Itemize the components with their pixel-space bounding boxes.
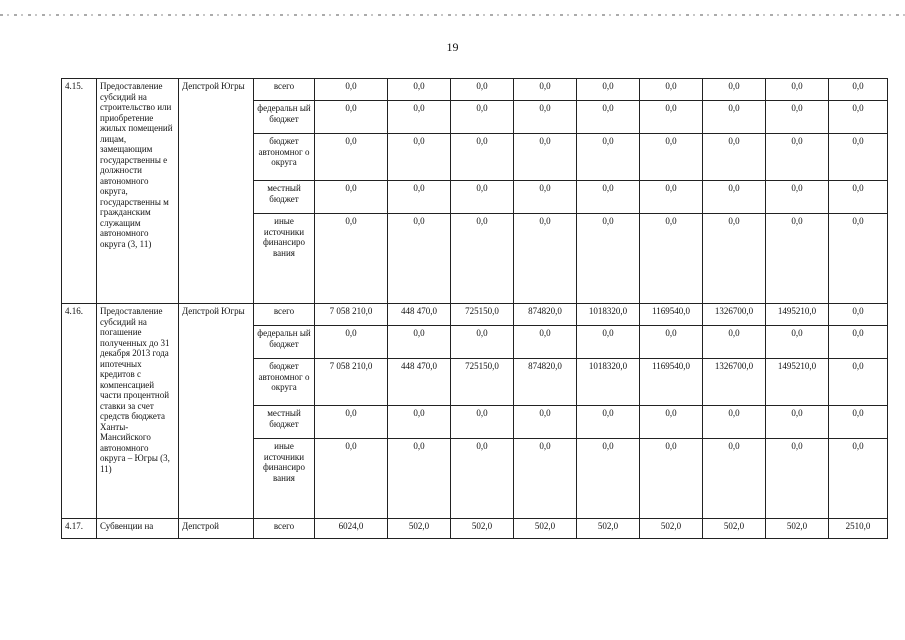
amount-cell: 0,0 — [640, 181, 703, 214]
amount-cell: 0,0 — [640, 79, 703, 101]
executor: Депстрой Югры — [179, 79, 254, 304]
amount-cell: 0,0 — [315, 439, 388, 519]
funding-source: иные источники финансиро вания — [254, 439, 315, 519]
amount-cell: 0,0 — [315, 79, 388, 101]
amount-cell: 0,0 — [388, 79, 451, 101]
amount-cell: 874820,0 — [514, 304, 577, 326]
amount-cell: 1326700,0 — [703, 304, 766, 326]
funding-source: федеральн ый бюджет — [254, 326, 315, 359]
amount-cell: 0,0 — [829, 439, 888, 519]
amount-cell: 0,0 — [514, 79, 577, 101]
amount-cell: 0,0 — [577, 439, 640, 519]
amount-cell: 0,0 — [577, 134, 640, 181]
amount-cell: 0,0 — [640, 214, 703, 304]
funding-source: местный бюджет — [254, 181, 315, 214]
measure-name: Субвенции на — [97, 519, 179, 539]
amount-cell: 0,0 — [315, 181, 388, 214]
amount-cell: 7 058 210,0 — [315, 304, 388, 326]
amount-cell: 448 470,0 — [388, 359, 451, 406]
amount-cell: 0,0 — [829, 181, 888, 214]
amount-cell: 0,0 — [577, 326, 640, 359]
amount-cell: 0,0 — [514, 181, 577, 214]
funding-source: местный бюджет — [254, 406, 315, 439]
amount-cell: 0,0 — [315, 101, 388, 134]
funding-source: всего — [254, 304, 315, 326]
row-code: 4.16. — [62, 304, 97, 519]
amount-cell: 448 470,0 — [388, 304, 451, 326]
page-number: 19 — [446, 40, 459, 54]
amount-cell: 0,0 — [766, 406, 829, 439]
funding-source: всего — [254, 519, 315, 539]
executor: Депстрой — [179, 519, 254, 539]
amount-cell: 0,0 — [514, 406, 577, 439]
amount-cell: 0,0 — [451, 134, 514, 181]
amount-cell: 502,0 — [388, 519, 451, 539]
amount-cell: 0,0 — [829, 101, 888, 134]
amount-cell: 0,0 — [514, 134, 577, 181]
amount-cell: 0,0 — [766, 439, 829, 519]
amount-cell: 502,0 — [577, 519, 640, 539]
amount-cell: 0,0 — [640, 134, 703, 181]
amount-cell: 0,0 — [829, 359, 888, 406]
amount-cell: 0,0 — [315, 406, 388, 439]
amount-cell: 0,0 — [577, 79, 640, 101]
amount-cell: 502,0 — [451, 519, 514, 539]
amount-cell: 0,0 — [703, 181, 766, 214]
amount-cell: 0,0 — [577, 101, 640, 134]
amount-cell: 0,0 — [640, 101, 703, 134]
amount-cell: 0,0 — [451, 439, 514, 519]
amount-cell: 0,0 — [388, 326, 451, 359]
amount-cell: 0,0 — [451, 406, 514, 439]
amount-cell: 0,0 — [829, 214, 888, 304]
amount-cell: 502,0 — [766, 519, 829, 539]
amount-cell: 6024,0 — [315, 519, 388, 539]
amount-cell: 0,0 — [315, 134, 388, 181]
measure-name: Предоставление субсидий на погашение полученных до 31 декабря 2013 года ипотечных кредитов с компенсацией части процентной ставки за счет средств бюджета Ханты-Мансийского автономного округа – Югры (3, 11) — [97, 304, 179, 519]
amount-cell: 0,0 — [703, 326, 766, 359]
amount-cell: 0,0 — [766, 79, 829, 101]
amount-cell: 0,0 — [514, 101, 577, 134]
funding-source: бюджет автономног о округа — [254, 359, 315, 406]
amount-cell: 502,0 — [703, 519, 766, 539]
executor: Депстрой Югры — [179, 304, 254, 519]
amount-cell: 0,0 — [388, 214, 451, 304]
amount-cell: 0,0 — [388, 181, 451, 214]
amount-cell: 0,0 — [829, 79, 888, 101]
table-row — [62, 519, 888, 539]
amount-cell: 1495210,0 — [766, 304, 829, 326]
amount-cell: 0,0 — [577, 406, 640, 439]
amount-cell: 0,0 — [640, 439, 703, 519]
amount-cell: 1169540,0 — [640, 359, 703, 406]
amount-cell: 0,0 — [451, 326, 514, 359]
amount-cell: 0,0 — [703, 101, 766, 134]
funding-source: федеральн ый бюджет — [254, 101, 315, 134]
amount-cell: 0,0 — [640, 406, 703, 439]
amount-cell: 0,0 — [451, 181, 514, 214]
amount-cell: 0,0 — [703, 79, 766, 101]
funding-source: всего — [254, 79, 315, 101]
table-body — [62, 79, 888, 539]
amount-cell: 0,0 — [315, 326, 388, 359]
amount-cell: 0,0 — [766, 214, 829, 304]
amount-cell: 0,0 — [388, 101, 451, 134]
amount-cell: 0,0 — [829, 326, 888, 359]
amount-cell: 0,0 — [703, 439, 766, 519]
amount-cell: 7 058 210,0 — [315, 359, 388, 406]
amount-cell: 0,0 — [388, 134, 451, 181]
amount-cell: 0,0 — [451, 101, 514, 134]
amount-cell: 1018320,0 — [577, 304, 640, 326]
amount-cell: 1169540,0 — [640, 304, 703, 326]
amount-cell: 0,0 — [703, 406, 766, 439]
row-code: 4.17. — [62, 519, 97, 539]
amount-cell: 0,0 — [577, 214, 640, 304]
funding-source: иные источники финансиро вания — [254, 214, 315, 304]
amount-cell: 0,0 — [640, 326, 703, 359]
amount-cell: 0,0 — [514, 326, 577, 359]
amount-cell: 0,0 — [388, 406, 451, 439]
funding-source: бюджет автономног о округа — [254, 134, 315, 181]
amount-cell: 502,0 — [514, 519, 577, 539]
amount-cell: 0,0 — [829, 406, 888, 439]
financing-table — [61, 78, 888, 539]
amount-cell: 1018320,0 — [577, 359, 640, 406]
amount-cell: 0,0 — [451, 214, 514, 304]
amount-cell: 0,0 — [829, 304, 888, 326]
row-code: 4.15. — [62, 79, 97, 304]
amount-cell: 0,0 — [766, 181, 829, 214]
amount-cell: 0,0 — [703, 134, 766, 181]
amount-cell: 725150,0 — [451, 304, 514, 326]
amount-cell: 0,0 — [829, 134, 888, 181]
amount-cell: 725150,0 — [451, 359, 514, 406]
table-row — [62, 79, 888, 101]
amount-cell: 1495210,0 — [766, 359, 829, 406]
amount-cell: 1326700,0 — [703, 359, 766, 406]
amount-cell: 0,0 — [514, 214, 577, 304]
amount-cell: 0,0 — [766, 101, 829, 134]
scan-edge — [0, 14, 905, 16]
amount-cell: 874820,0 — [514, 359, 577, 406]
table-row — [62, 304, 888, 326]
measure-name: Предоставление субсидий на строительство или приобретение жилых помещений лицам, замещающим государственны е должности автономного округа, государственны м гражданским служащим автономного округа (3, 11) — [97, 79, 179, 304]
amount-cell: 0,0 — [514, 439, 577, 519]
amount-cell: 0,0 — [703, 214, 766, 304]
amount-cell: 0,0 — [766, 134, 829, 181]
amount-cell: 2510,0 — [829, 519, 888, 539]
amount-cell: 0,0 — [577, 181, 640, 214]
amount-cell: 0,0 — [315, 214, 388, 304]
amount-cell: 0,0 — [766, 326, 829, 359]
amount-cell: 502,0 — [640, 519, 703, 539]
amount-cell: 0,0 — [451, 79, 514, 101]
amount-cell: 0,0 — [388, 439, 451, 519]
